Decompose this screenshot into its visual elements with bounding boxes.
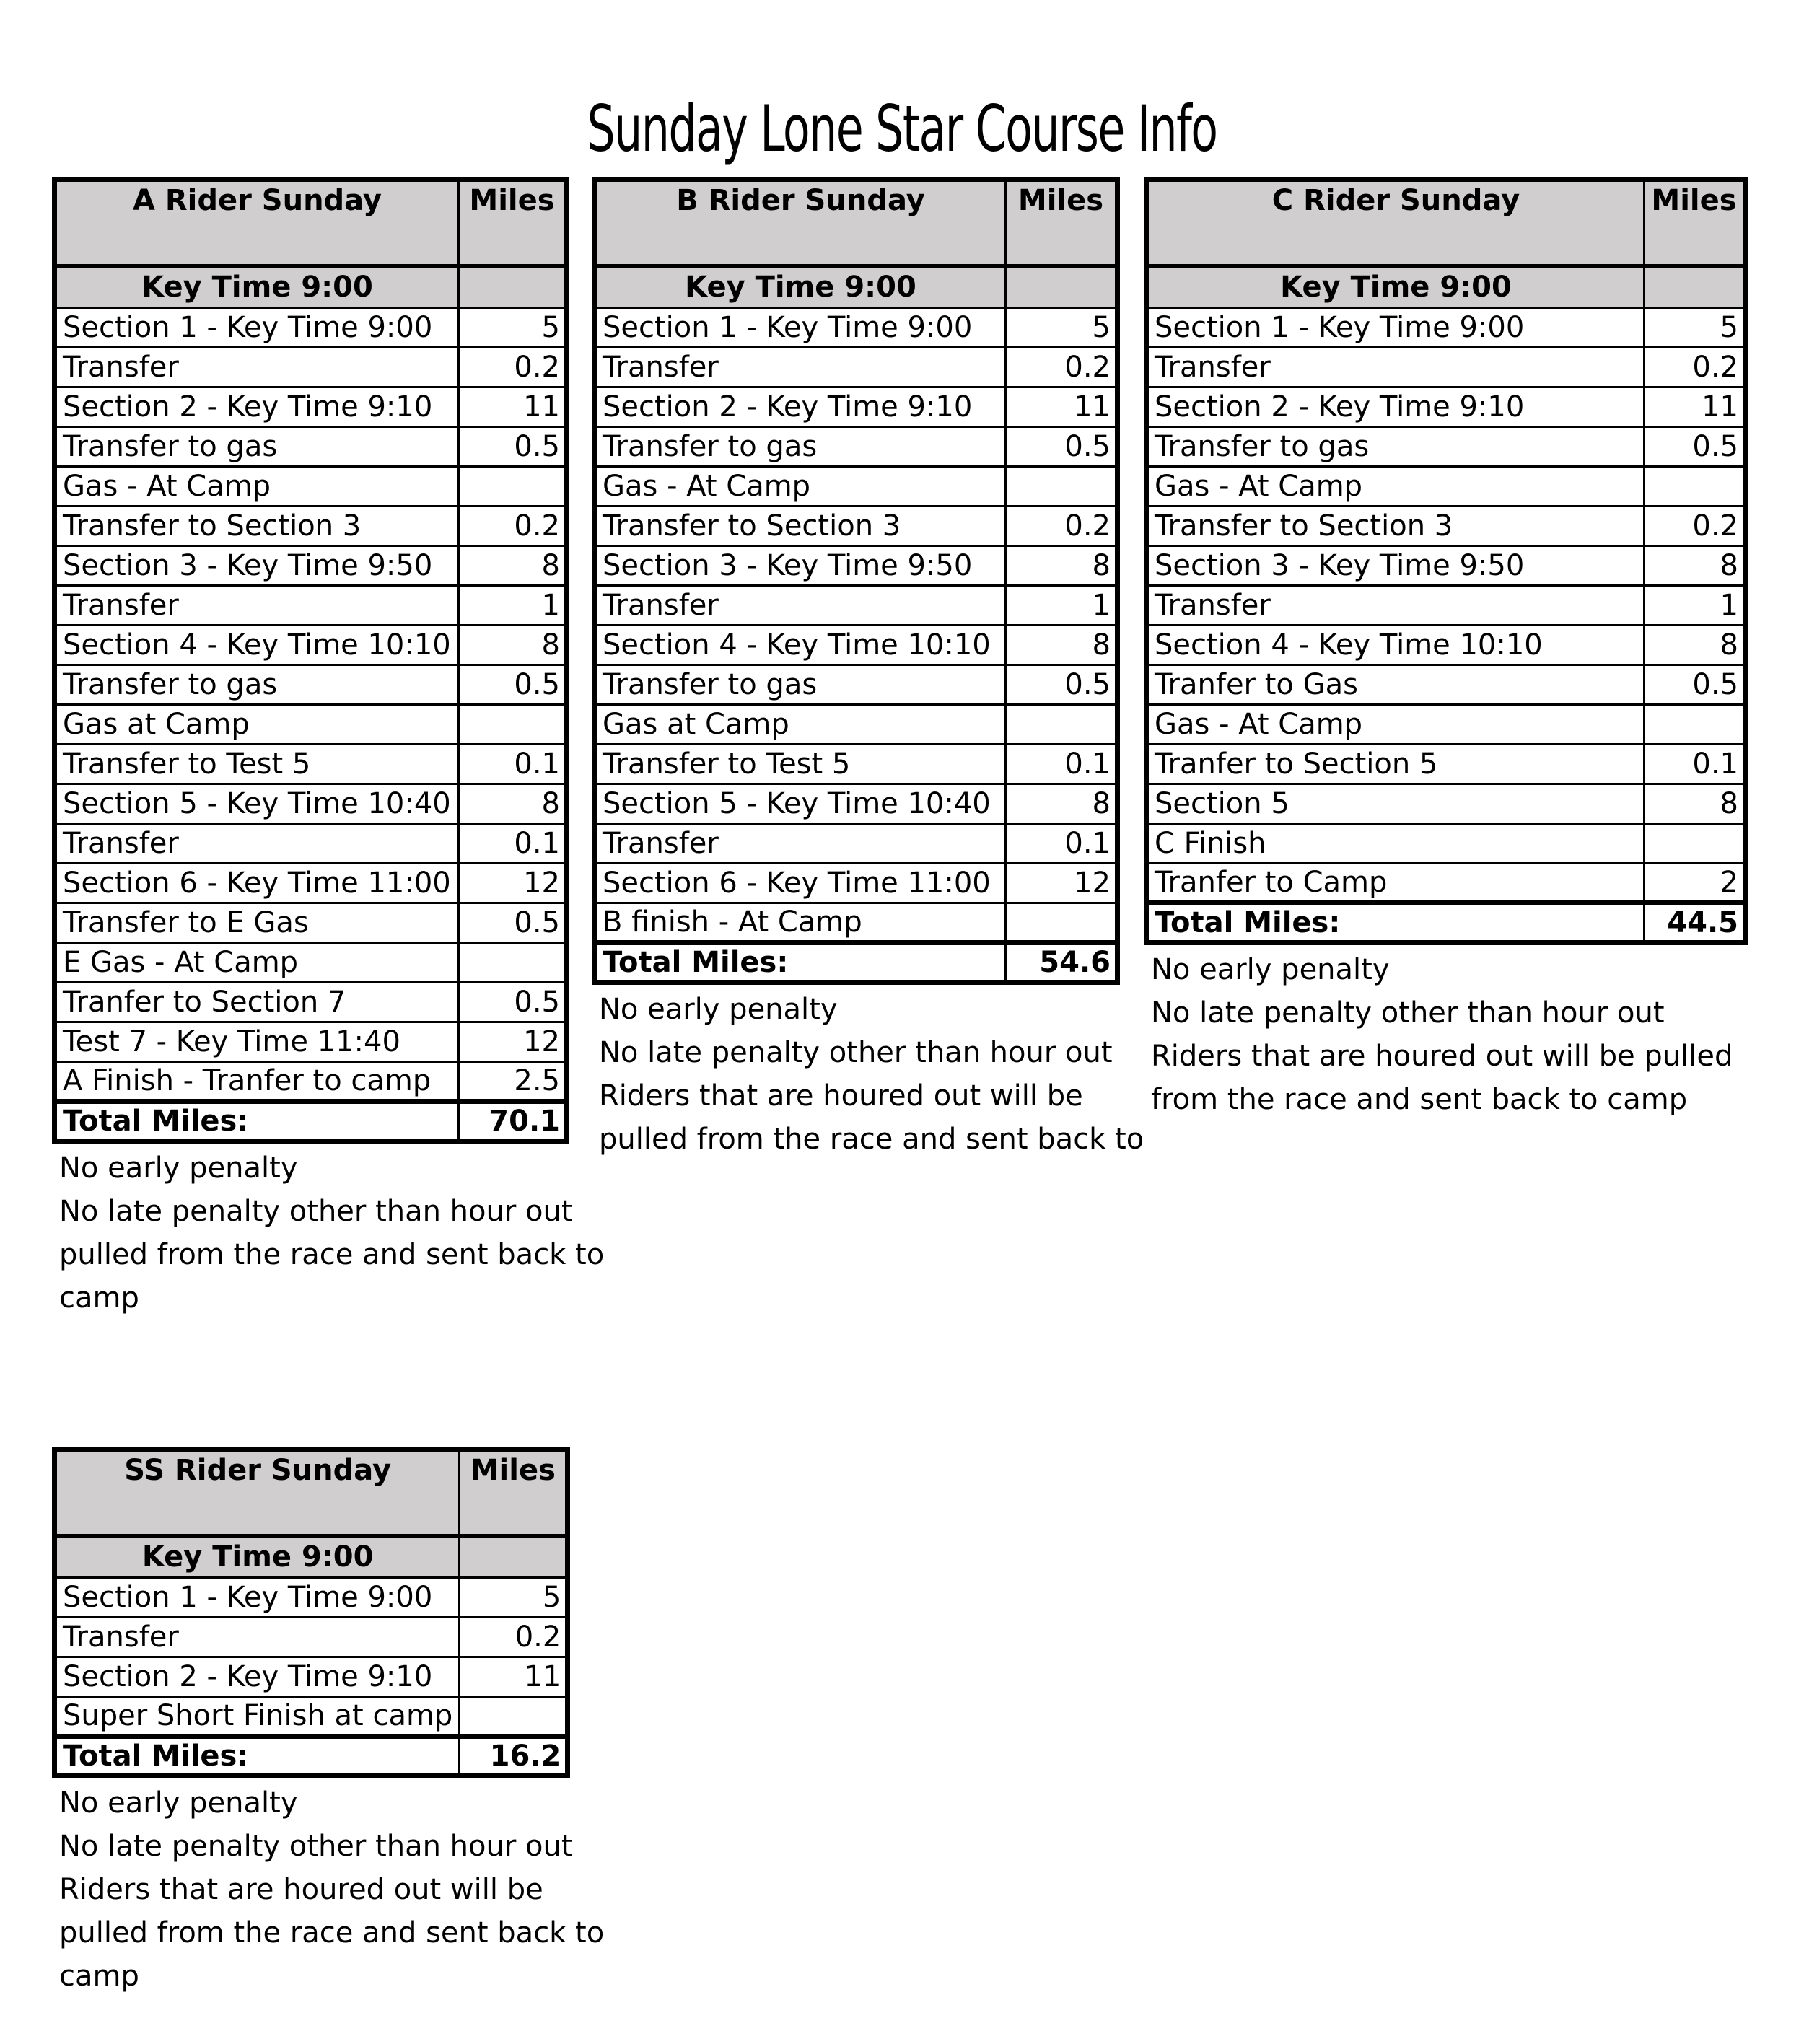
row-label: Transfer [595,348,1006,387]
table-row [55,745,567,784]
row-miles: 0.1 [459,824,567,864]
row-label: A Finish - Tranfer to camp [55,1062,459,1102]
row-miles: 11 [459,387,567,427]
table-row [55,427,567,467]
note-line: Riders that are houred out will be pulled [1151,1040,1733,1073]
table-row [55,506,567,546]
row-label: Transfer to gas [1147,427,1645,467]
row-label: Section 1 - Key Time 9:00 [55,308,459,348]
row-miles [1645,467,1746,506]
table-row [595,546,1118,586]
row-miles: 5 [1006,308,1118,348]
table-row [1147,586,1746,626]
table-row [55,626,567,665]
table-row [595,506,1118,546]
row-miles [460,1697,568,1737]
table-row [1147,784,1746,824]
row-miles [1006,903,1118,943]
note-line: from the race and sent back to camp [1151,1083,1688,1116]
note-line: pulled from the race and sent back to [599,1123,1144,1156]
key-time: Key Time 9:00 [1147,266,1645,308]
table-row [55,1657,568,1697]
table-row [55,983,567,1022]
table-row [55,546,567,586]
total-row [595,943,1118,983]
table-row [55,1022,567,1062]
row-label: Section 2 - Key Time 9:10 [595,387,1006,427]
table-row [1147,824,1746,864]
row-miles: 12 [459,1022,567,1062]
table-header-row [55,1449,568,1536]
row-miles: 8 [1645,784,1746,824]
table-row [1147,387,1746,427]
penalty-notes [52,1146,604,1320]
row-miles: 11 [460,1657,568,1697]
row-label: Test 7 - Key Time 11:40 [55,1022,459,1062]
row-miles: 5 [460,1578,568,1618]
row-miles: 0.2 [459,506,567,546]
row-label: Transfer to Section 3 [1147,506,1645,546]
table-row [55,467,567,506]
table-row [55,1697,568,1737]
course-heading: B Rider Sunday [595,180,1006,266]
course-heading: SS Rider Sunday [55,1449,460,1536]
row-miles: 11 [1645,387,1746,427]
row-miles: 0.5 [1006,665,1118,705]
row-label: Transfer to Test 5 [595,745,1006,784]
note-line: No early penalty [59,1786,298,1820]
row-miles: 0.1 [1006,745,1118,784]
row-miles [459,943,567,983]
table-row [595,665,1118,705]
row-miles: 12 [1006,864,1118,903]
table-row [595,784,1118,824]
penalty-notes [1144,948,1748,1121]
row-miles: 2 [1645,864,1746,903]
row-label: Section 2 - Key Time 9:10 [55,387,459,427]
total-label: Total Miles: [55,1102,459,1141]
table-row [1147,308,1746,348]
page-title: Sunday Lone Star Course Info [587,91,1217,166]
table-row [1147,348,1746,387]
row-label: Tranfer to Section 7 [55,983,459,1022]
row-miles: 0.2 [460,1618,568,1657]
table-row [55,784,567,824]
row-miles: 11 [1006,387,1118,427]
row-label: Transfer [595,824,1006,864]
row-label: Transfer to Test 5 [55,745,459,784]
row-label: Section 2 - Key Time 9:10 [55,1657,460,1697]
row-label: Tranfer to Camp [1147,864,1645,903]
row-miles: 0.2 [1006,348,1118,387]
course-table-ss-rider [52,1447,604,1998]
row-miles: 0.5 [459,903,567,943]
course-heading: A Rider Sunday [55,180,459,266]
row-label: Tranfer to Section 5 [1147,745,1645,784]
course-table-c-rider [1144,177,1748,1121]
row-label: Transfer [55,824,459,864]
note-line: No late penalty other than hour out [599,1036,1113,1069]
course-table [52,1447,570,1778]
row-miles: 8 [1006,626,1118,665]
table-row [55,308,567,348]
row-label: Transfer [595,586,1006,626]
key-time-row [595,266,1118,308]
penalty-notes [52,1781,604,1998]
table-row [595,824,1118,864]
table-row [55,824,567,864]
course-table-a-rider [52,177,604,1320]
row-label: Section 6 - Key Time 11:00 [595,864,1006,903]
note-line: No late penalty other than hour out [1151,996,1665,1030]
total-miles: 54.6 [1006,943,1118,983]
key-time-row [55,266,567,308]
table-row [595,348,1118,387]
row-miles: 1 [1006,586,1118,626]
table-row [595,308,1118,348]
key-time-miles-blank [1645,266,1746,308]
row-label: Section 4 - Key Time 10:10 [55,626,459,665]
row-miles: 12 [459,864,567,903]
row-label: Section 5 - Key Time 10:40 [55,784,459,824]
row-label: Section 3 - Key Time 9:50 [55,546,459,586]
row-miles: 8 [459,626,567,665]
row-label: Transfer to gas [595,665,1006,705]
table-row [1147,546,1746,586]
row-miles: 0.5 [459,983,567,1022]
row-label: Section 5 [1147,784,1645,824]
row-miles: 0.1 [459,745,567,784]
key-time-miles-blank [459,266,567,308]
row-miles: 0.5 [459,665,567,705]
course-table [52,177,569,1144]
table-row [55,1578,568,1618]
note-line: No early penalty [1151,953,1390,986]
table-row [595,387,1118,427]
row-label: Gas at Camp [55,705,459,745]
row-label: Section 3 - Key Time 9:50 [1147,546,1645,586]
total-label: Total Miles: [1147,903,1645,943]
total-row [55,1102,567,1141]
note-line: Riders that are houred out will be [599,1079,1083,1113]
row-miles [459,705,567,745]
table-row [595,626,1118,665]
total-label: Total Miles: [55,1737,460,1776]
miles-heading: Miles [1645,180,1746,266]
row-miles: 8 [1006,546,1118,586]
table-row [55,1062,567,1102]
key-time-miles-blank [1006,266,1118,308]
note-line: No early penalty [59,1152,298,1185]
total-miles: 16.2 [460,1737,568,1776]
row-miles: 2.5 [459,1062,567,1102]
row-label: Section 6 - Key Time 11:00 [55,864,459,903]
key-time-row [55,1536,568,1578]
table-row [1147,427,1746,467]
row-miles: 0.2 [1006,506,1118,546]
miles-heading: Miles [459,180,567,266]
row-label: Section 5 - Key Time 10:40 [595,784,1006,824]
key-time-miles-blank [460,1536,568,1578]
key-time: Key Time 9:00 [55,1536,460,1578]
row-miles: 0.5 [1645,427,1746,467]
row-label: Transfer to gas [55,665,459,705]
table-row [1147,506,1746,546]
row-label: Transfer [1147,586,1645,626]
row-label: Section 2 - Key Time 9:10 [1147,387,1645,427]
note-line: pulled from the race and sent back to [59,1916,605,1949]
row-miles: 1 [459,586,567,626]
row-miles: 8 [459,784,567,824]
row-label: E Gas - At Camp [55,943,459,983]
table-row [1147,467,1746,506]
note-line: No late penalty other than hour out [59,1195,573,1228]
table-row [595,864,1118,903]
row-miles [1006,705,1118,745]
course-table [592,177,1120,985]
table-row [595,427,1118,467]
row-label: Transfer to gas [55,427,459,467]
row-label: Gas - At Camp [1147,705,1645,745]
table-row [55,665,567,705]
miles-heading: Miles [460,1449,568,1536]
table-row [1147,665,1746,705]
table-row [55,864,567,903]
total-row [1147,903,1746,943]
row-miles [459,467,567,506]
row-label: Section 1 - Key Time 9:00 [595,308,1006,348]
table-row [1147,626,1746,665]
course-table-b-rider [592,177,1144,1161]
row-label: B finish - At Camp [595,903,1006,943]
table-row [55,586,567,626]
total-miles: 70.1 [459,1102,567,1141]
row-miles: 0.1 [1006,824,1118,864]
table-header-row [1147,180,1746,266]
table-row [55,348,567,387]
table-row [55,1618,568,1657]
row-label: Transfer to Section 3 [55,506,459,546]
note-line: Riders that are houred out will be [59,1873,543,1906]
row-label: C Finish [1147,824,1645,864]
row-miles: 0.2 [459,348,567,387]
total-label: Total Miles: [595,943,1006,983]
row-label: Gas - At Camp [1147,467,1645,506]
row-miles [1645,705,1746,745]
row-label: Section 1 - Key Time 9:00 [1147,308,1645,348]
row-miles: 5 [459,308,567,348]
note-line: No late penalty other than hour out [59,1830,573,1863]
row-label: Tranfer to Gas [1147,665,1645,705]
row-miles: 1 [1645,586,1746,626]
row-label: Section 4 - Key Time 10:10 [595,626,1006,665]
row-label: Transfer to E Gas [55,903,459,943]
table-row [55,387,567,427]
row-label: Section 4 - Key Time 10:10 [1147,626,1645,665]
row-miles: 0.2 [1645,506,1746,546]
note-line: camp [59,1281,139,1315]
note-line: pulled from the race and sent back to [59,1238,605,1271]
row-miles: 0.5 [1645,665,1746,705]
course-table [1144,177,1748,945]
row-label: Section 1 - Key Time 9:00 [55,1578,460,1618]
row-miles: 0.5 [459,427,567,467]
key-time-row [1147,266,1746,308]
table-row [595,467,1118,506]
total-row [55,1737,568,1776]
row-label: Section 3 - Key Time 9:50 [595,546,1006,586]
row-label: Transfer to Section 3 [595,506,1006,546]
table-row [1147,864,1746,903]
row-label: Transfer [55,586,459,626]
row-miles: 0.2 [1645,348,1746,387]
table-row [1147,745,1746,784]
miles-heading: Miles [1006,180,1118,266]
note-line: No early penalty [599,993,838,1026]
row-label: Transfer [55,1618,460,1657]
table-row [595,586,1118,626]
course-heading: C Rider Sunday [1147,180,1645,266]
penalty-notes [592,988,1144,1161]
table-row [55,705,567,745]
row-miles: 8 [1645,626,1746,665]
row-miles: 0.1 [1645,745,1746,784]
key-time: Key Time 9:00 [55,266,459,308]
row-label: Gas - At Camp [595,467,1006,506]
row-miles: 5 [1645,308,1746,348]
row-label: Gas at Camp [595,705,1006,745]
table-row [595,705,1118,745]
row-label: Transfer to gas [595,427,1006,467]
row-label: Transfer [1147,348,1645,387]
table-header-row [595,180,1118,266]
row-miles [1006,467,1118,506]
row-label: Gas - At Camp [55,467,459,506]
row-label: Transfer [55,348,459,387]
table-row [55,943,567,983]
table-row [55,903,567,943]
row-miles: 8 [1645,546,1746,586]
total-miles: 44.5 [1645,903,1746,943]
note-line: camp [59,1960,139,1993]
row-miles: 0.5 [1006,427,1118,467]
table-row [1147,705,1746,745]
table-header-row [55,180,567,266]
row-miles: 8 [1006,784,1118,824]
row-miles [1645,824,1746,864]
key-time: Key Time 9:00 [595,266,1006,308]
row-label: Super Short Finish at camp [55,1697,460,1737]
table-row [595,903,1118,943]
row-miles: 8 [459,546,567,586]
table-row [595,745,1118,784]
